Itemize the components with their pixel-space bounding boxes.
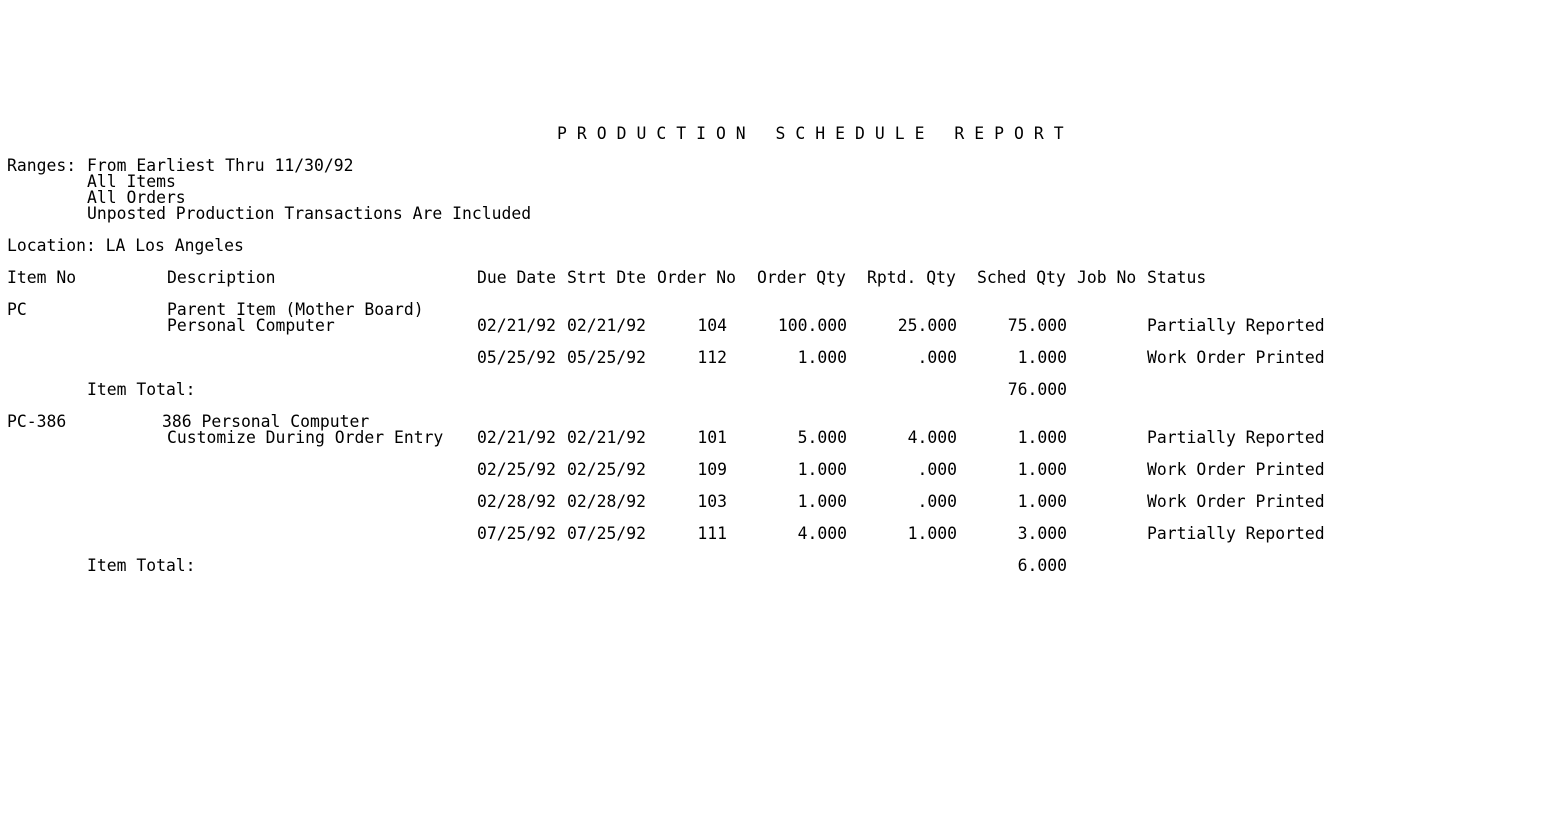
order-qty: 4.000	[797, 524, 847, 543]
sched-qty: 1.000	[1017, 428, 1067, 447]
ranges-line-3	[7, 188, 186, 207]
sched-qty: 1.000	[1017, 348, 1067, 367]
column-header-order-qty: Order Qty	[757, 268, 846, 287]
rptd-qty: .000	[917, 492, 957, 511]
location: Location: LA Los Angeles	[7, 236, 244, 255]
start-date: 05/25/92	[567, 348, 646, 367]
column-header-strt-dte: Strt Dte	[567, 268, 646, 287]
status: Work Order Printed	[1147, 460, 1325, 479]
sched-qty: 1.000	[1017, 460, 1067, 479]
order-qty: 100.000	[777, 316, 847, 335]
item-description: Parent Item (Mother Board)	[167, 300, 424, 319]
order-no: 103	[697, 492, 727, 511]
rptd-qty: 25.000	[897, 316, 957, 335]
order-qty: 1.000	[797, 348, 847, 367]
column-header-status: Status	[1147, 268, 1207, 287]
start-date: 02/21/92	[567, 428, 646, 447]
status: Partially Reported	[1147, 524, 1325, 543]
column-header-rptd-qty: Rptd. Qty	[867, 268, 956, 287]
item-no: PC	[7, 300, 27, 319]
column-header-job-no: Job No	[1077, 268, 1137, 287]
order-qty: 1.000	[797, 492, 847, 511]
rptd-qty: .000	[917, 348, 957, 367]
range-value: All Orders	[87, 188, 186, 207]
order-no: 112	[697, 348, 727, 367]
column-header-row	[7, 270, 1407, 286]
item-description-2: Customize During Order Entry	[167, 428, 444, 447]
rptd-qty: 4.000	[907, 428, 957, 447]
column-header-description: Description	[167, 268, 276, 287]
item-total-row	[7, 382, 1407, 398]
rptd-qty: 1.000	[907, 524, 957, 543]
status: Work Order Printed	[1147, 492, 1325, 511]
sched-qty: 75.000	[1007, 316, 1067, 335]
sched-qty: 1.000	[1017, 492, 1067, 511]
start-date: 02/25/92	[567, 460, 646, 479]
column-header-due-date: Due Date	[477, 268, 556, 287]
column-header-item-no: Item No	[7, 268, 77, 287]
ranges-label: Ranges:	[7, 156, 77, 175]
due-date: 02/21/92	[477, 316, 556, 335]
table-row	[7, 350, 1407, 366]
status: Work Order Printed	[1147, 348, 1325, 367]
due-date: 05/25/92	[477, 348, 556, 367]
order-no: 111	[697, 524, 727, 543]
range-value: From Earliest Thru 11/30/92	[87, 156, 354, 175]
table-row	[7, 526, 1407, 542]
order-no: 101	[697, 428, 727, 447]
status: Partially Reported	[1147, 316, 1325, 335]
due-date: 02/28/92	[477, 492, 556, 511]
item-total-label: Item Total:	[87, 380, 196, 399]
ranges-line-2	[7, 172, 176, 191]
table-row	[7, 318, 1407, 334]
column-header-sched-qty: Sched Qty	[977, 268, 1066, 287]
table-row	[7, 430, 1407, 446]
start-date: 02/28/92	[567, 492, 646, 511]
location-line	[7, 236, 244, 255]
item-total-value: 6.000	[1017, 556, 1067, 575]
status: Partially Reported	[1147, 428, 1325, 447]
item-total-label: Item Total:	[87, 556, 196, 575]
sched-qty: 3.000	[1017, 524, 1067, 543]
order-no: 104	[697, 316, 727, 335]
due-date: 02/21/92	[477, 428, 556, 447]
order-qty: 1.000	[797, 460, 847, 479]
report-title: PRODUCTION SCHEDULE REPORT	[557, 124, 1074, 143]
order-no: 109	[697, 460, 727, 479]
due-date: 07/25/92	[477, 524, 556, 543]
start-date: 07/25/92	[567, 524, 646, 543]
item-total-row	[7, 558, 1407, 574]
ranges-line-1	[7, 156, 354, 175]
order-qty: 5.000	[797, 428, 847, 447]
item-no: PC-386	[7, 412, 67, 431]
start-date: 02/21/92	[567, 316, 646, 335]
item-total-value: 76.000	[1007, 380, 1067, 399]
column-header-order-no: Order No	[657, 268, 736, 287]
ranges-line-4	[7, 204, 532, 223]
item-description-2: Personal Computer	[167, 316, 335, 335]
table-row	[7, 494, 1407, 510]
table-row	[7, 462, 1407, 478]
rptd-qty: .000	[917, 460, 957, 479]
due-date: 02/25/92	[477, 460, 556, 479]
range-value: Unposted Production Transactions Are Included	[87, 204, 532, 223]
range-value: All Items	[87, 172, 176, 191]
item-description: 386 Personal Computer	[162, 412, 370, 431]
